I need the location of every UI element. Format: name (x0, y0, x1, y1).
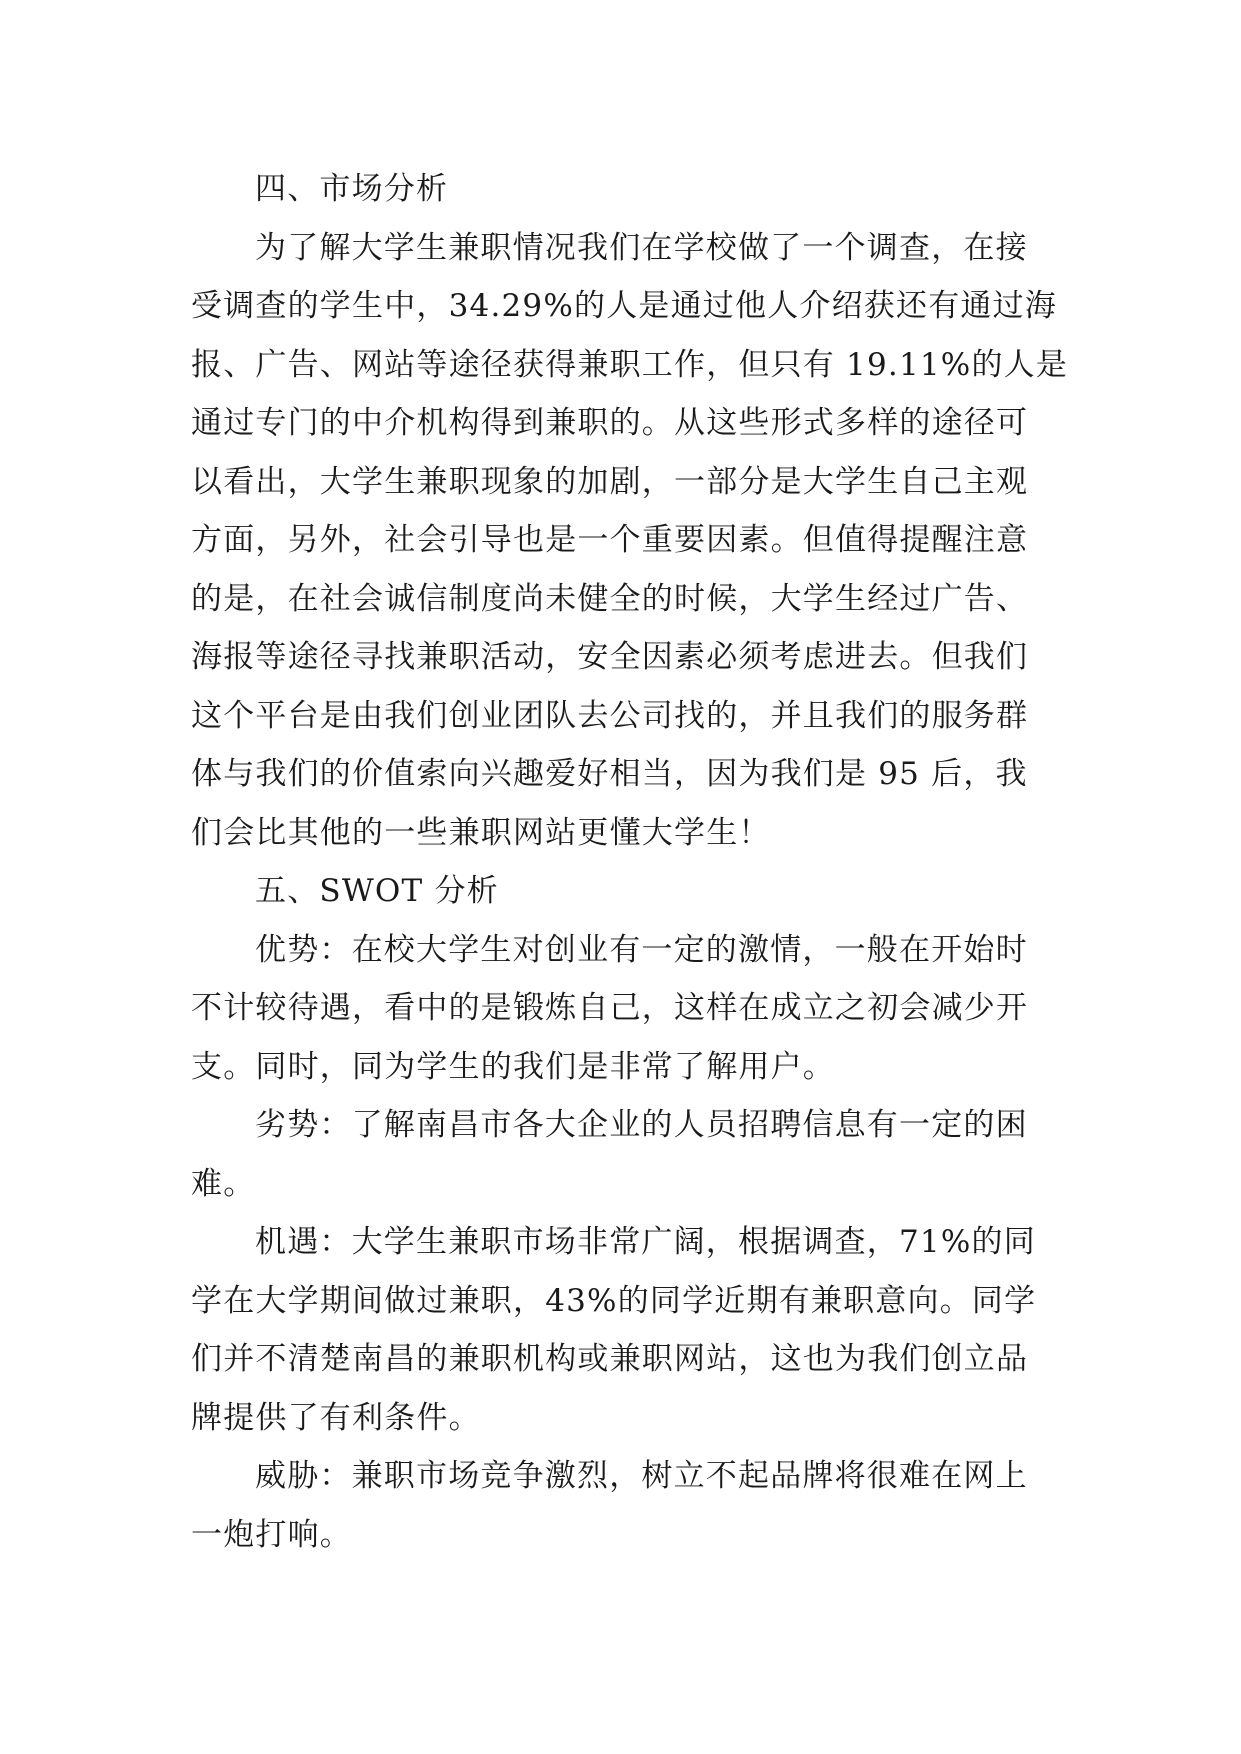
opportunities-line: 们并不清楚南昌的兼职机构或兼职网站，这也为我们创立品 (191, 1341, 1029, 1377)
strengths-line: 不计较待遇，看中的是锻炼自己，这样在成立之初会减少开 (191, 990, 1029, 1026)
threats-line: 一炮打响。 (191, 1516, 352, 1553)
paragraph-line: 为了解大学生兼职情况我们在学校做了一个调查，在接 (255, 229, 1028, 266)
strengths-line: 优势：在校大学生对创业有一定的激情，一般在开始时 (255, 931, 1028, 968)
weaknesses-line: 难。 (191, 1165, 256, 1202)
paragraph-line: 通过专门的中介机构得到兼职的。从这些形式多样的途径可 (191, 405, 1029, 441)
opportunities-line: 机遇：大学生兼职市场非常广阔，根据调查，71%的同 (255, 1224, 1036, 1260)
section-heading-market-analysis: 四、市场分析 (255, 171, 449, 207)
paragraph-line: 方面，另外，社会引导也是一个重要因素。但值得提醒注意 (191, 522, 1029, 558)
document-body (191, 160, 1091, 1564)
paragraph-line: 的是，在社会诚信制度尚未健全的时候，大学生经过广告、 (191, 580, 1029, 617)
paragraph-line: 这个平台是由我们创业团队去公司找的，并且我们的服务群 (191, 697, 1029, 734)
paragraph-line: 报、广告、网站等途径获得兼职工作，但只有 19.11%的人是 (191, 346, 1069, 383)
opportunities-line: 牌提供了有利条件。 (191, 1399, 481, 1436)
section-heading-swot-analysis: 五、SWOT 分析 (255, 873, 499, 909)
paragraph-line: 以看出，大学生兼职现象的加剧，一部分是大学生自己主观 (191, 463, 1029, 500)
paragraph-line: 们会比其他的一些兼职网站更懂大学生！ (191, 814, 771, 851)
paragraph-line: 受调查的学生中，34.29%的人是通过他人介绍获还有通过海 (191, 288, 1058, 324)
paragraph-line: 海报等途径寻找兼职活动，安全因素必须考虑进去。但我们 (191, 639, 1029, 675)
weaknesses-line: 劣势：了解南昌市各大企业的人员招聘信息有一定的困 (255, 1107, 1028, 1143)
opportunities-line: 学在大学期间做过兼职，43%的同学近期有兼职意向。同学 (191, 1282, 1037, 1319)
strengths-line: 支。同时，同为学生的我们是非常了解用户。 (191, 1048, 835, 1085)
paragraph-line: 体与我们的价值索向兴趣爱好相当，因为我们是 95 后，我 (191, 756, 1028, 792)
threats-line: 威胁：兼职市场竞争激烈，树立不起品牌将很难在网上 (255, 1458, 1028, 1494)
